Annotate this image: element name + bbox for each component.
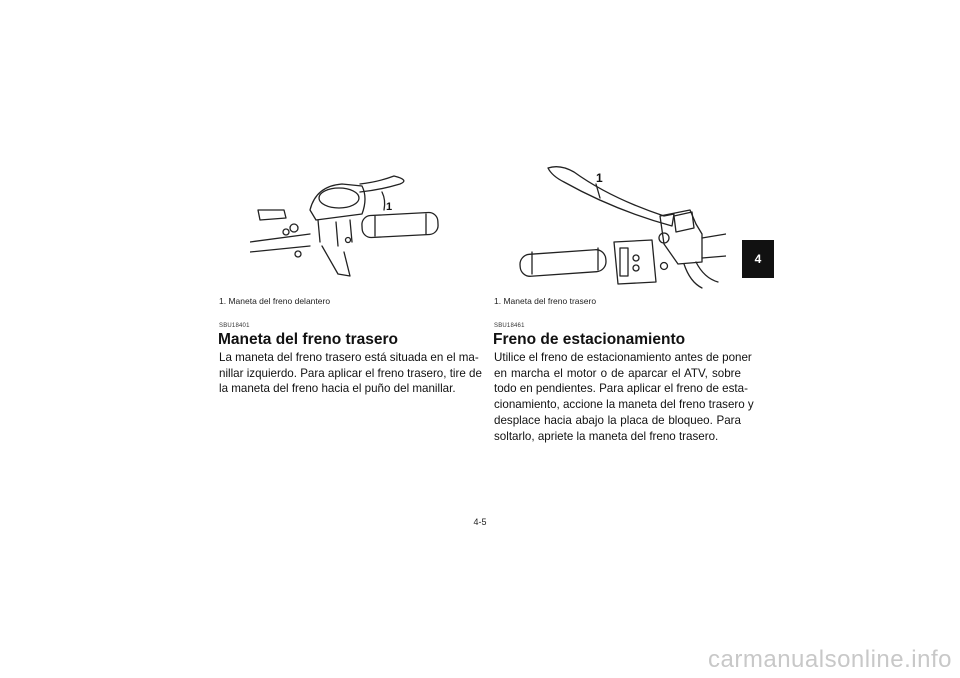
chapter-tab: 4 <box>742 240 774 278</box>
front-brake-lever-illustration <box>250 170 450 280</box>
section-heading: Maneta del freno trasero <box>218 331 399 348</box>
figure-caption: 1. Maneta del freno trasero <box>494 296 597 306</box>
body-line: La maneta del freno trasero está situada en el ma- <box>219 351 479 364</box>
body-line: desplace hacia abajo la placa de bloqueo. Para <box>494 413 741 427</box>
watermark: carmanualsonline.info <box>708 646 952 673</box>
section-body <box>494 350 754 444</box>
body-line: nillar izquierdo. Para aplicar el freno trasero, tire de <box>219 366 482 380</box>
body-line: en marcha el motor o de aparcar el ATV, sobre <box>494 366 741 380</box>
body-line: Utilice el freno de estacionamiento antes de poner <box>494 351 752 364</box>
body-line: la maneta del freno hacia el puño del manillar. <box>219 382 456 396</box>
figure-callout-number: 1 <box>386 201 393 213</box>
body-line: todo en pendientes. Para aplicar el freno de esta- <box>494 382 748 396</box>
section-heading: Freno de estacionamiento <box>493 331 686 348</box>
figure-callout-number: 1 <box>596 171 603 185</box>
body-line: cionamiento, accione la maneta del freno trasero y <box>494 398 754 412</box>
figure-caption: 1. Maneta del freno delantero <box>219 296 331 306</box>
body-line: soltarlo, apriete la maneta del freno trasero. <box>494 429 719 443</box>
rear-brake-lever-illustration <box>514 158 726 290</box>
section-code: SBU18461 <box>494 323 525 329</box>
page-number: 4-5 <box>473 517 487 527</box>
section-code: SBU18401 <box>219 323 250 329</box>
section-body <box>219 350 482 397</box>
